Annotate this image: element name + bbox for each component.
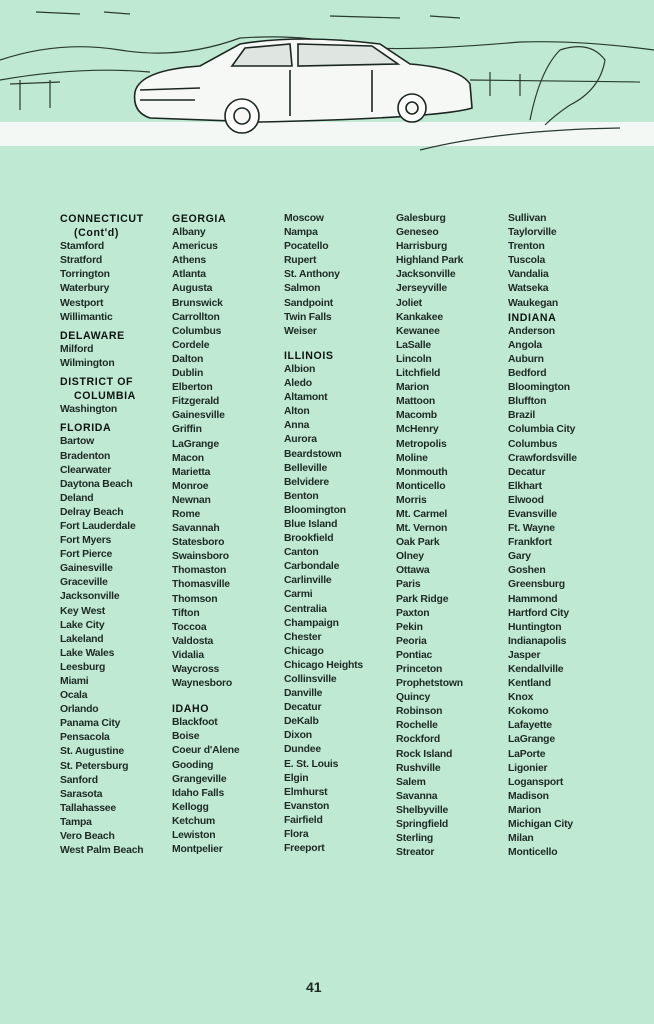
city-name: Danville (284, 688, 323, 700)
city-name: Americus (172, 241, 218, 253)
city-name: Belleville (284, 462, 328, 474)
city-name: Graceville (60, 577, 108, 589)
city-name: Indianapolis (508, 635, 567, 647)
city-name: Stamford (60, 241, 105, 253)
state-heading: DELAWARE (60, 329, 125, 342)
city-name: Montpelier (172, 844, 223, 856)
city-name: Olney (396, 551, 424, 563)
city-name: Jerseyville (396, 283, 447, 295)
city-name: Gary (508, 551, 531, 563)
city-name: Dublin (172, 368, 204, 380)
city-name: Key West (60, 605, 105, 617)
city-name: St. Anthony (284, 269, 340, 281)
city-name: Ocala (60, 690, 88, 702)
city-name: Moscow (284, 213, 324, 224)
city-name: Geneseo (396, 227, 439, 239)
city-name: Gainesville (60, 563, 113, 575)
column-1 (60, 212, 178, 858)
city-name: Rupert (284, 255, 317, 267)
column-5 (508, 212, 626, 860)
city-name: Columbia City (508, 424, 576, 436)
state-heading: GEORGIA (172, 213, 227, 225)
city-name: Fort Pierce (60, 549, 113, 561)
city-name: Orlando (60, 704, 99, 716)
city-name: Rushville (396, 762, 441, 774)
state-heading-continued: (Cont'd) (74, 227, 119, 240)
city-name: Savannah (172, 523, 220, 535)
city-name: Bluffton (508, 396, 547, 408)
city-name: Lake Wales (60, 647, 115, 659)
city-name: Ketchum (172, 815, 216, 827)
city-name: Fort Myers (60, 535, 112, 547)
state-heading: FLORIDA (60, 422, 112, 435)
column-3 (284, 212, 402, 856)
city-name: Hartford City (508, 607, 569, 619)
city-name: Waynesboro (172, 678, 232, 690)
city-name: Elberton (172, 382, 213, 394)
city-name: Columbus (172, 325, 222, 337)
city-name: Mt. Vernon (396, 523, 448, 535)
city-name: Collinsville (284, 674, 337, 685)
city-name: Milan (508, 833, 534, 845)
city-name: Washington (60, 404, 118, 416)
city-name: Gooding (172, 759, 214, 771)
city-name: Tuscola (508, 255, 546, 267)
city-name: Beardstown (284, 448, 342, 460)
city-name: Albion (284, 363, 316, 375)
city-name: Aledo (284, 378, 312, 390)
city-name: Valdosta (172, 635, 214, 647)
city-name: Knox (508, 692, 534, 704)
city-name: Pekin (396, 621, 423, 633)
city-name: Sterling (396, 833, 434, 845)
city-name: Huntington (508, 621, 562, 633)
city-name: Bloomington (508, 382, 570, 394)
city-name: Chicago (284, 645, 324, 657)
city-name: Sarasota (60, 788, 103, 800)
city-name: Altamont (284, 392, 328, 404)
city-name: Coeur d'Alene (172, 745, 240, 757)
city-name: Fitzgerald (172, 396, 220, 408)
city-name: Lewiston (172, 830, 216, 842)
city-name: Tifton (172, 607, 200, 619)
city-name: Freeport (284, 843, 325, 855)
city-name: Fort Lauderdale (60, 520, 136, 532)
city-name: Idaho Falls (172, 787, 225, 799)
city-name: Watseka (508, 283, 549, 295)
city-name: Lincoln (396, 353, 432, 365)
city-name: Moline (396, 452, 428, 464)
city-name: Paxton (396, 607, 430, 619)
city-name: Brookfield (284, 533, 334, 545)
city-name: Pocatello (284, 241, 329, 253)
city-name: Crawfordsville (508, 452, 577, 464)
city-name: Clearwater (60, 464, 112, 476)
state-heading: CONNECTICUT (60, 213, 144, 225)
city-name: Blackfoot (172, 717, 218, 729)
city-name: Paris (396, 579, 421, 591)
city-name: Waukegan (508, 297, 558, 309)
city-name: Monmouth (396, 466, 448, 478)
city-name: Michigan City (508, 819, 573, 831)
city-name: Angola (508, 339, 543, 351)
city-name: Pontiac (396, 649, 433, 661)
city-name: Mt. Carmel (396, 508, 448, 520)
city-name: Sullivan (508, 213, 547, 224)
city-name: Boise (172, 731, 200, 743)
city-name: Elkhart (508, 480, 542, 492)
city-name: Hammond (508, 593, 558, 605)
city-name: Decatur (284, 702, 322, 714)
city-name: Thomaston (172, 565, 227, 577)
city-name: Chicago Heights (284, 659, 363, 671)
city-name: LaGrange (508, 734, 555, 746)
city-name: Park Ridge (396, 593, 449, 605)
city-name: Anderson (508, 325, 555, 337)
city-name: Peoria (396, 635, 427, 647)
city-name: Bloomington (284, 504, 346, 516)
city-name: Brunswick (172, 297, 223, 309)
city-name: Springfield (396, 819, 449, 831)
city-name: Canton (284, 547, 319, 559)
city-name: Monticello (508, 847, 558, 859)
city-name: Athens (172, 255, 207, 267)
city-name: Tallahassee (60, 802, 116, 814)
city-name: Mattoon (396, 396, 435, 408)
city-name: Salmon (284, 283, 321, 295)
city-name: Jasper (508, 649, 541, 661)
city-name: Statesboro (172, 537, 225, 549)
city-name: Kewanee (396, 325, 440, 337)
city-name: Delray Beach (60, 506, 124, 518)
city-name: Flora (284, 829, 309, 841)
city-name: Leesburg (60, 661, 106, 673)
car-illustration (0, 0, 654, 160)
city-name: Evanston (284, 800, 330, 812)
city-name: Bradenton (60, 450, 111, 462)
city-name: DeKalb (284, 716, 319, 728)
city-name: Oak Park (396, 537, 440, 549)
city-name: Swainsboro (172, 551, 229, 563)
city-name: Sanford (60, 774, 98, 786)
city-name: Atlanta (172, 269, 206, 281)
city-name: Lake City (60, 619, 105, 631)
city-name: Westport (60, 297, 104, 309)
city-name: Stratford (60, 255, 103, 267)
city-name: Savanna (396, 790, 438, 802)
city-name: Gainesville (172, 410, 225, 422)
city-name: Shelbyville (396, 804, 449, 816)
city-name: Wilmington (60, 357, 115, 369)
state-heading: ILLINOIS (284, 349, 334, 362)
city-name: Macon (172, 452, 204, 464)
city-name: Vandalia (508, 269, 549, 281)
city-name: Toccoa (172, 621, 207, 633)
city-name: Pensacola (60, 732, 110, 744)
city-name: LaPorte (508, 748, 546, 760)
city-name: Monticello (396, 480, 446, 492)
city-name: Rock Island (396, 748, 453, 760)
city-name: Brazil (508, 410, 536, 422)
city-name: Newnan (172, 494, 211, 506)
city-name: Logansport (508, 776, 564, 788)
city-name: Jacksonville (60, 591, 120, 603)
city-name: Vidalia (172, 649, 204, 661)
city-name: Evansville (508, 508, 557, 520)
city-name: Weiser (284, 325, 317, 337)
state-heading-continued: COLUMBIA (74, 390, 136, 403)
city-name: Dixon (284, 730, 312, 742)
city-name: Daytona Beach (60, 478, 133, 490)
city-name: Harrisburg (396, 241, 448, 253)
city-name: Rome (172, 508, 201, 520)
city-name: Marion (396, 382, 429, 394)
city-name: Bedford (508, 368, 547, 380)
city-name: Chester (284, 631, 322, 643)
city-name: Lafayette (508, 720, 552, 732)
city-name: Marietta (172, 466, 211, 478)
city-name: Anna (284, 420, 310, 432)
city-name: Deland (60, 492, 94, 504)
city-name: Alton (284, 406, 310, 418)
city-name: Ottawa (396, 565, 430, 577)
city-name: Ft. Wayne (508, 523, 555, 535)
city-name: McHenry (396, 424, 439, 436)
city-name: Carrollton (172, 311, 220, 323)
city-name: Rockford (396, 734, 441, 746)
city-name: Decatur (508, 466, 546, 478)
city-name: Waycross (172, 664, 220, 675)
city-name: Kankakee (396, 311, 443, 323)
city-name: LaGrange (172, 438, 219, 450)
city-name: Thomasville (172, 579, 230, 591)
city-name: Belvidere (284, 476, 329, 488)
city-name: Streator (396, 847, 435, 859)
city-name: Aurora (284, 434, 317, 446)
city-name: Twin Falls (284, 311, 332, 323)
city-name: Thomson (172, 593, 218, 605)
city-name: Kellogg (172, 801, 209, 813)
city-name: Miami (60, 676, 89, 687)
city-name: Benton (284, 490, 319, 502)
column-2 (172, 212, 290, 857)
state-heading: INDIANA (508, 311, 557, 324)
city-name: Jacksonville (396, 269, 456, 281)
city-name: Milford (60, 343, 94, 355)
city-name: Nampa (284, 227, 318, 239)
city-name: Albany (172, 227, 206, 239)
city-name: Galesburg (396, 213, 446, 224)
city-name: E. St. Louis (284, 758, 339, 770)
city-name: Griffin (172, 424, 202, 436)
city-name: Macomb (396, 410, 437, 422)
city-name: Centralia (284, 603, 327, 615)
city-name: St. Petersburg (60, 760, 129, 772)
city-name: Dalton (172, 353, 204, 365)
city-name: Robinson (396, 706, 443, 718)
city-name: Willimantic (60, 311, 113, 323)
city-name: Monroe (172, 480, 209, 492)
city-name: Blue Island (284, 518, 338, 530)
city-name: Madison (508, 790, 549, 802)
city-name: Salem (396, 776, 426, 788)
state-heading: DISTRICT OF (60, 376, 134, 389)
city-name: Auburn (508, 353, 544, 365)
city-name: LaSalle (396, 339, 431, 351)
city-name: Cordele (172, 339, 210, 351)
city-name: Torrington (60, 269, 110, 281)
city-name: Metropolis (396, 438, 447, 450)
city-name: Elgin (284, 772, 309, 784)
city-name: Ligonier (508, 762, 548, 774)
city-name: Tampa (60, 816, 92, 828)
city-name: Marion (508, 804, 541, 816)
city-name: Bartow (60, 436, 95, 448)
city-name: Dundee (284, 744, 321, 756)
city-name: St. Augustine (60, 746, 124, 758)
city-name: Lakeland (60, 633, 104, 645)
city-name: Rochelle (396, 720, 438, 732)
city-name: Princeton (396, 664, 443, 675)
column-4 (396, 212, 514, 860)
city-name: Morris (396, 494, 427, 506)
city-name: Sandpoint (284, 297, 333, 309)
city-name: Carmi (284, 589, 313, 601)
city-name: Grangeville (172, 773, 227, 785)
page-number: 41 (306, 979, 322, 995)
city-name: Taylorville (508, 227, 557, 239)
city-name: Prophetstown (396, 678, 463, 690)
city-name: Goshen (508, 565, 546, 577)
city-name: Panama City (60, 718, 121, 730)
city-name: Quincy (396, 692, 431, 704)
city-name: Trenton (508, 241, 545, 253)
state-heading: IDAHO (172, 703, 210, 716)
city-name: Vero Beach (60, 831, 115, 843)
city-name: West Palm Beach (60, 845, 144, 857)
city-name: Fairfield (284, 814, 323, 826)
city-name: Elmhurst (284, 786, 328, 798)
city-name: Frankfort (508, 537, 552, 549)
city-name: Augusta (172, 283, 213, 295)
city-name: Waterbury (60, 283, 110, 295)
city-name: Kendallville (508, 664, 564, 675)
city-name: Joliet (396, 297, 422, 309)
city-name: Kentland (508, 678, 551, 690)
city-name: Kokomo (508, 706, 549, 718)
city-name: Highland Park (396, 255, 464, 267)
city-name: Champaign (284, 617, 339, 629)
city-name: Carlinville (284, 575, 332, 587)
city-name: Litchfield (396, 368, 441, 380)
city-name: Greensburg (508, 579, 565, 591)
city-name: Carbondale (284, 561, 340, 573)
city-name: Elwood (508, 494, 544, 506)
city-name: Columbus (508, 438, 558, 450)
